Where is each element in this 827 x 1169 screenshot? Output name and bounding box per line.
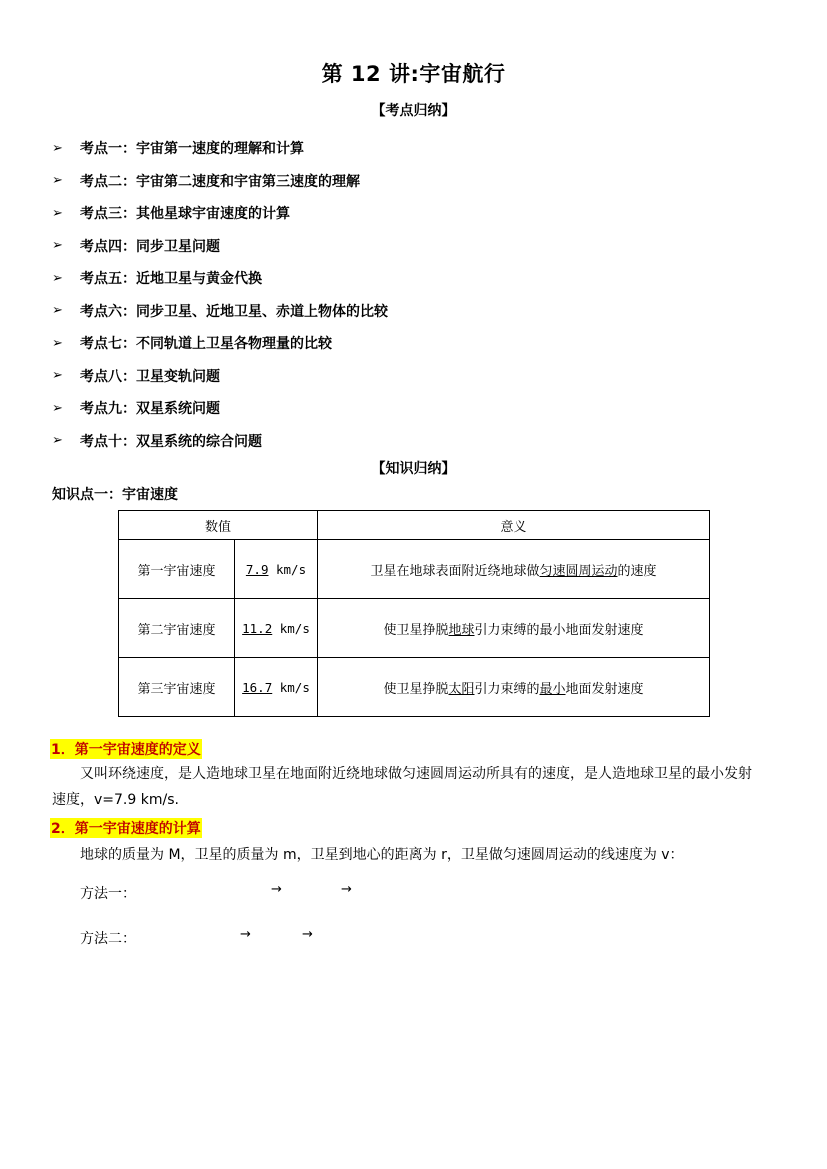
arrow-bullet-icon: ➢: [52, 140, 63, 156]
speed-name: 第二宇宙速度: [119, 599, 235, 658]
speed-name: 第一宇宙速度: [119, 540, 235, 599]
arrow-bullet-icon: ➢: [52, 303, 63, 319]
arrow-bullet-icon: ➢: [52, 335, 63, 351]
method-2-label: 方法二：: [80, 931, 136, 947]
speed-name: 第三宇宙速度: [119, 658, 235, 717]
arrow-bullet-icon: ➢: [52, 433, 63, 449]
list-item: ➢ 考点六：同步卫星、近地卫星、赤道上物体的比较: [52, 303, 388, 320]
page-title: 第 12 讲:宇宙航行: [321, 62, 506, 86]
kaodian-heading: 【考点归纳】: [371, 103, 456, 119]
list-item: ➢ 考点二：宇宙第二速度和宇宙第三速度的理解: [52, 173, 360, 190]
section-2-line: 地球的质量为 M，卫星的质量为 m，卫星到地心的距离为 r，卫星做匀速圆周运动的线速度为 v：: [80, 847, 684, 863]
cosmic-speed-table: [118, 510, 710, 717]
kaodian-list: [52, 132, 388, 457]
arrow-right-icon: →: [271, 882, 282, 897]
zhishi-heading: 【知识归纳】: [371, 461, 456, 477]
list-item: ➢ 考点三：其他星球宇宙速度的计算: [52, 205, 290, 223]
arrow-right-icon: →: [240, 927, 251, 942]
header-meaning: 意义: [318, 511, 710, 540]
list-item: ➢ 考点七：不同轨道上卫星各物理量的比较: [52, 335, 332, 353]
knowledge-point-title: 知识点一：宇宙速度: [52, 487, 178, 503]
section-2-heading: 2．第一宇宙速度的计算: [50, 818, 202, 838]
speed-value: 11.2 km/s: [235, 599, 318, 658]
list-item: ➢ 考点十：双星系统的综合问题: [52, 433, 262, 450]
speed-value: 7.9 km/s: [235, 540, 318, 599]
speed-value: 16.7 km/s: [235, 658, 318, 717]
table-row: [119, 658, 710, 717]
arrow-bullet-icon: ➢: [52, 173, 63, 189]
speed-meaning: 使卫星挣脱地球引力束缚的最小地面发射速度: [318, 599, 710, 658]
arrow-right-icon: →: [302, 927, 313, 942]
list-item: ➢ 考点八：卫星变轨问题: [52, 368, 220, 385]
section-1-line-2: 速度，v=7.9 km/s.: [52, 792, 179, 808]
table-row: [119, 599, 710, 658]
list-item: ➢ 考点一：宇宙第一速度的理解和计算: [52, 140, 304, 158]
arrow-bullet-icon: ➢: [52, 238, 63, 254]
header-value: 数值: [119, 511, 318, 540]
arrow-bullet-icon: ➢: [52, 270, 63, 286]
section-1-line-1: 又叫环绕速度，是人造地球卫星在地面附近绕地球做匀速圆周运动所具有的速度，是人造地球卫星的最小发射: [80, 766, 752, 782]
list-item: ➢ 考点九：双星系统问题: [52, 400, 220, 418]
arrow-right-icon: →: [341, 882, 352, 897]
section-1-heading: 1．第一宇宙速度的定义: [50, 739, 202, 759]
table-row: [119, 540, 710, 599]
arrow-bullet-icon: ➢: [52, 400, 63, 416]
method-1-label: 方法一：: [80, 886, 136, 902]
speed-meaning: 卫星在地球表面附近绕地球做匀速圆周运动的速度: [318, 540, 710, 599]
list-item: ➢ 考点四：同步卫星问题: [52, 238, 220, 255]
arrow-bullet-icon: ➢: [52, 368, 63, 384]
arrow-bullet-icon: ➢: [52, 205, 63, 221]
speed-meaning: 使卫星挣脱太阳引力束缚的最小地面发射速度: [318, 658, 710, 717]
list-item: ➢ 考点五：近地卫星与黄金代换: [52, 270, 262, 288]
table-header-row: [119, 511, 710, 540]
